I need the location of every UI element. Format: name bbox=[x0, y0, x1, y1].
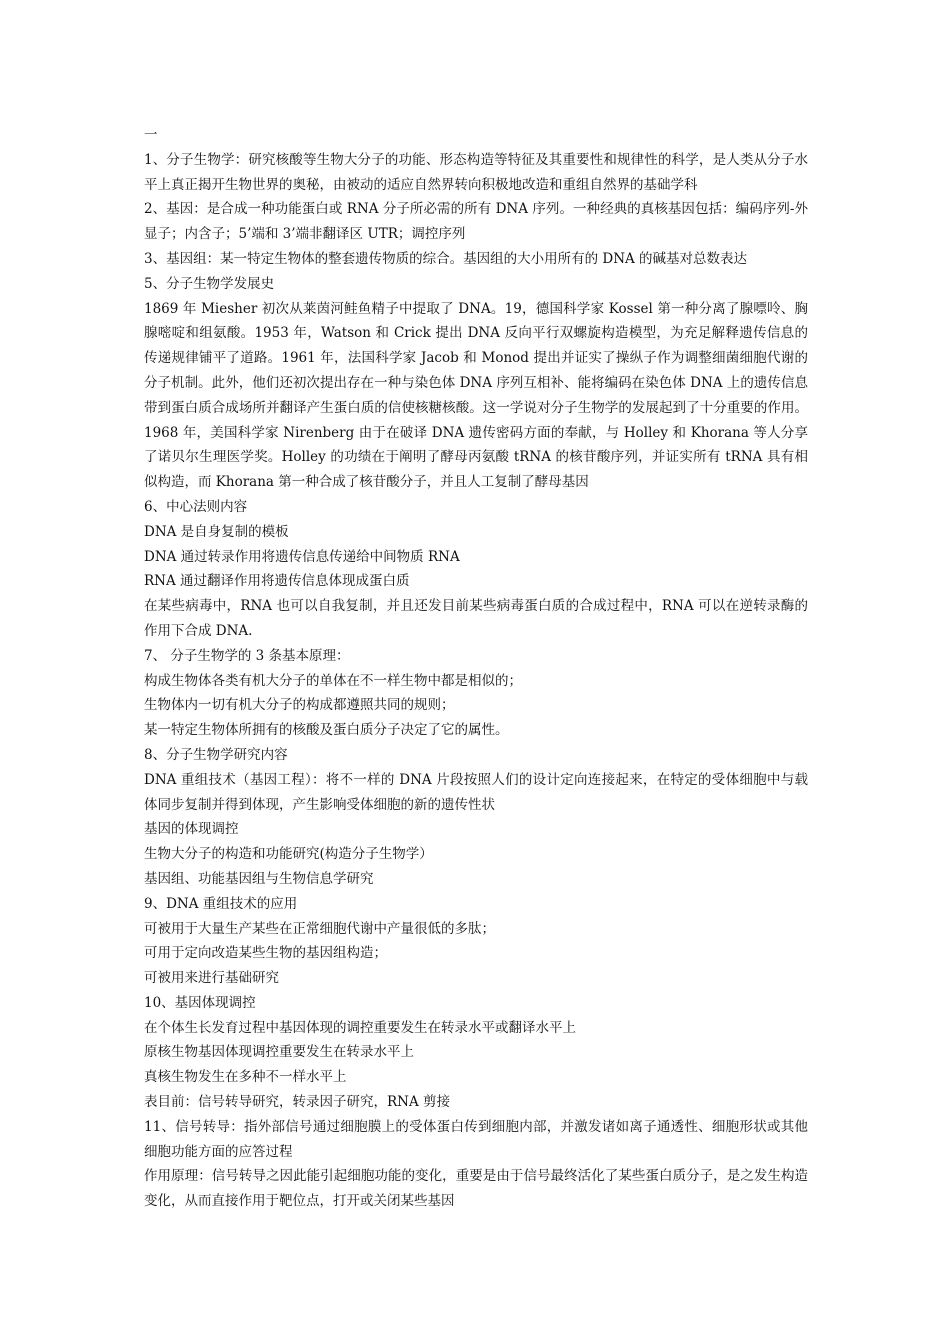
central-dogma-item: DNA 通过转录作用将遗传信息传递给中间物质 RNA bbox=[144, 548, 460, 565]
application-item: 可用于定向改造某些生物的基因组构造； bbox=[144, 945, 387, 962]
central-dogma-item: 在某些病毒中，RNA 也可以自我复制，并且还发目前某些病毒蛋白质的合成过程中，RNA 可以在逆转录酶的作用下合成 DNA. bbox=[144, 598, 808, 639]
regulation-item: 表目前：信号转导研究，转录因子研究，RNA 剪接 bbox=[144, 1094, 451, 1111]
definition-molecular-biology: 1、分子生物学：研究核酸等生物大分子的功能、形态构造等特征及其重要性和规律性的科学，是人类从分子水平上真正揭开生物世界的奥秘，由被动的适应自然界转向积极地改造和重组自然界的基础学科 bbox=[144, 151, 808, 193]
heading-one: 一 bbox=[144, 127, 158, 143]
research-content-item: 基因的体现调控 bbox=[144, 821, 239, 838]
definition-gene: 2、基因：是合成一种功能蛋白或 RNA 分子所必需的所有 DNA 序列。一种经典的真核基因包括：编码序列-外显子；内含子；5’端和 3’端非翻译区 UTR；调控序列 bbox=[144, 201, 808, 243]
section-research-content-heading: 8、分子生物学研究内容 bbox=[144, 746, 288, 763]
principle-item: 构成生物体各类有机大分子的单体在不一样生物中都是相似的； bbox=[144, 672, 522, 689]
principle-item: 生物体内一切有机大分子的构成都遵照共同的规则； bbox=[144, 697, 455, 714]
application-item: 可被用于大量生产某些在正常细胞代谢中产量很低的多肽； bbox=[144, 920, 495, 937]
research-content-item: 生物大分子的构造和功能研究(构造分子生物学） bbox=[144, 846, 433, 863]
central-dogma-item: DNA 是自身复制的模板 bbox=[144, 523, 289, 540]
section-dna-recombination-heading: 9、DNA 重组技术的应用 bbox=[144, 895, 298, 912]
principle-item: 某一特定生物体所拥有的核酸及蛋白质分子决定了它的属性。 bbox=[144, 722, 509, 739]
regulation-item: 原核生物基因体现调控重要发生在转录水平上 bbox=[144, 1044, 414, 1061]
history-paragraph: 1869 年 Miesher 初次从莱茵河鲑鱼精子中提取了 DNA。19，德国科学家 Kossel 第一种分离了腺嘌呤、胸腺嘧啶和组氨酸。1953 年，Watson 和 Crick 提出 DNA 反向平行双螺旋构造模型，为充足解释遗传信息的传递规律铺平了道路。1961 年，法国科学家 Jacob 和 Monod 提出并证实了操纵子作为调整细菌细胞代谢的分子机制。此外，他们还初次提出存在一种与染色体 DNA 序列互相补、能将编码在染色体 DNA 上的遗传信息带到蛋白质合成场所并翻译产生蛋白质的信使核糖核酸。这一学说对分子生物学的发展起到了十分重要的作用。1968 年，美国科学家 Nirenberg 由于在破译 DNA 遗传密码方面的奉献，与 Holley 和 Khorana 等人分享了诺贝尔生理医学奖。Holley 的功绩在于阐明了酵母丙氨酸 tRNA 的核苷酸序列，并证实所有 tRNA 具有相似构造，而 Khorana 第一种合成了核苷酸分子，并且人工复制了酵母基因 bbox=[144, 300, 808, 491]
section-central-dogma-heading: 6、中心法则内容 bbox=[144, 498, 248, 515]
regulation-item: 真核生物发生在多种不一样水平上 bbox=[144, 1069, 347, 1086]
section-principles-heading: 7、 分子生物学的 3 条基本原理： bbox=[144, 647, 350, 664]
central-dogma-item: RNA 通过翻译作用将遗传信息体现成蛋白质 bbox=[144, 573, 410, 590]
definition-signal-transduction: 11、信号转导：指外部信号通过细胞膜上的受体蛋白传到细胞内部，并激发诸如离子通透性、细胞形状或其他细胞功能方面的应答过程 bbox=[144, 1118, 808, 1160]
document-body bbox=[144, 123, 808, 1214]
regulation-item: 在个体生长发育过程中基因体现的调控重要发生在转录水平或翻译水平上 bbox=[144, 1019, 576, 1036]
research-content-item: DNA 重组技术（基因工程）：将不一样的 DNA 片段按照人们的设计定向连接起来，在特定的受体细胞中与载体同步复制并得到体现，产生影响受体细胞的新的遗传性状 bbox=[144, 771, 808, 813]
signal-transduction-principle: 作用原理：信号转导之因此能引起细胞功能的变化，重要是由于信号最终活化了某些蛋白质分子，是之发生构造变化，从而直接作用于靶位点，打开或关闭某些基因 bbox=[144, 1168, 808, 1210]
section-gene-regulation-heading: 10、基因体现调控 bbox=[144, 994, 256, 1011]
section-history-heading: 5、分子生物学发展史 bbox=[144, 275, 275, 292]
research-content-item: 基因组、功能基因组与生物信息学研究 bbox=[144, 870, 374, 887]
application-item: 可被用来进行基础研究 bbox=[144, 970, 279, 987]
definition-genome: 3、基因组：某一特定生物体的整套遗传物质的综合。基因组的大小用所有的 DNA 的碱基对总数表达 bbox=[144, 250, 748, 267]
